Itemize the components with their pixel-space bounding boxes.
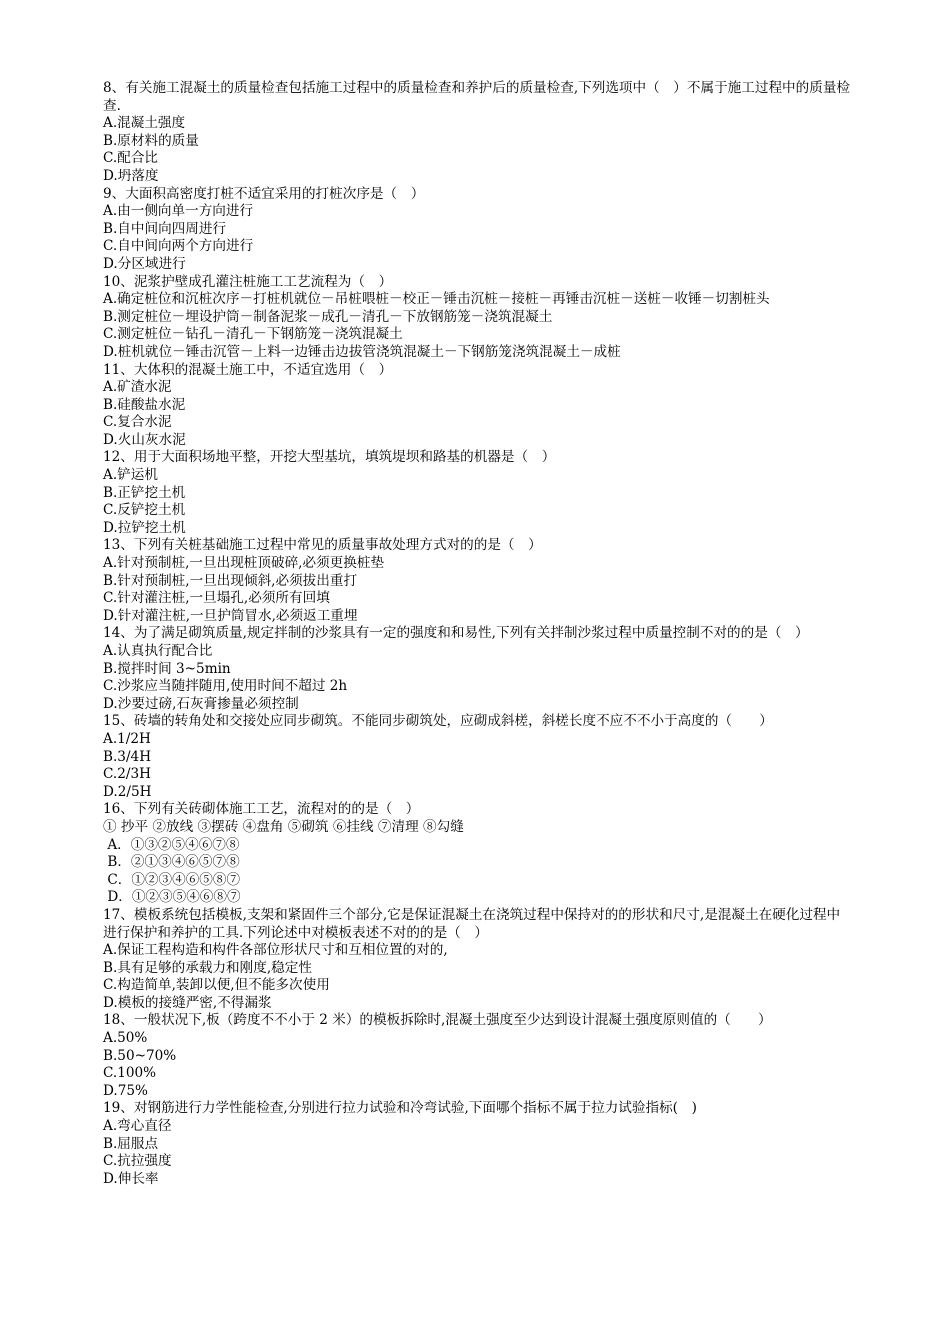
text-line: A.混凝土强度: [103, 115, 186, 132]
text-line: B.测定桩位－埋设护筒－制备泥浆－成孔－清孔－下放钢筋笼－浇筑混凝土: [103, 308, 553, 325]
text-line: C.沙浆应当随拌随用,使用时间不超过 2h: [103, 678, 348, 695]
text-line: D．①②③⑤④⑥⑧⑦: [103, 889, 241, 906]
text-line: C．①②③④⑥⑤⑧⑦: [103, 871, 241, 888]
text-line: D.分区域进行: [103, 255, 186, 272]
text-line: 16、下列有关砖砌体施工工艺，流程对的的是（ ）: [103, 801, 420, 818]
text-line: A．①③②⑤④⑥⑦⑧: [103, 836, 240, 853]
text-line: 18、一般状况下,板（跨度不不小于 2 米）的模板拆除时,混凝土强度至少达到设计混凝土强度原则值的（ ）: [103, 1012, 772, 1029]
text-line: B.具有足够的承载力和刚度,稳定性: [103, 959, 312, 976]
text-line: C.构造简单,装卸以便,但不能多次使用: [103, 977, 330, 994]
text-line: B.50~70%: [103, 1047, 177, 1064]
text-line: A.矿渣水泥: [103, 379, 172, 396]
text-line: C.配合比: [103, 150, 159, 167]
text-line: A.保证工程构造和构件各部位形状尺寸和互相位置的对的,: [103, 942, 448, 959]
text-line: B.自中间向四周进行: [103, 220, 227, 237]
text-line: 13、下列有关桩基础施工过程中常见的质量事故处理方式对的的是（ ）: [103, 537, 542, 554]
text-line: C.100%: [103, 1065, 157, 1082]
text-line: 15、砖墙的转角处和交接处应同步砌筑。不能同步砌筑处，应砌成斜槎，斜槎长度不应不不小于高度的（ ）: [103, 713, 773, 730]
text-line: A.1/2H: [103, 730, 151, 747]
text-line: C.2/3H: [103, 766, 151, 783]
text-line: C.针对灌注桩,一旦塌孔,必须所有回填: [103, 590, 330, 607]
text-line: D.拉铲挖土机: [103, 519, 186, 536]
text-line: A.针对预制桩,一旦出现桩顶破碎,必须更换桩垫: [103, 555, 385, 572]
text-line: D.75%: [103, 1082, 148, 1099]
text-line: 10、泥浆护壁成孔灌注桩施工工艺流程为（ ）: [103, 273, 393, 290]
text-line: A.确定桩位和沉桩次序－打桩机就位－吊桩喂桩－校正－锤击沉桩－接桩－再锤击沉桩－送桩－收锤－切割桩头: [103, 291, 770, 308]
text-line: D.坍落度: [103, 167, 159, 184]
text-line: B.3/4H: [103, 748, 152, 765]
text-line: 19、对钢筋进行力学性能检查,分别进行拉力试验和冷弯试验,下面哪个指标不属于拉力试验指标( ): [103, 1100, 697, 1117]
text-line: D.沙要过磅,石灰膏掺量必须控制: [103, 695, 299, 712]
text-line: C.自中间向两个方向进行: [103, 238, 254, 255]
text-line: D.伸长率: [103, 1170, 159, 1187]
text-line: A.认真执行配合比: [103, 643, 213, 659]
text-line: A.弯心直径: [103, 1118, 172, 1135]
text-line: B.硅酸盐水泥: [103, 396, 186, 413]
text-line: C.复合水泥: [103, 414, 172, 431]
text-line: 12、用于大面积场地平整，开挖大型基坑，填筑堤坝和路基的机器是（ ）: [103, 449, 556, 466]
text-line: B.屈服点: [103, 1135, 159, 1152]
text-line: A.铲运机: [103, 467, 158, 484]
document-page: [103, 80, 853, 1188]
text-line: A.由一侧向单一方向进行: [103, 203, 254, 220]
text-line: 17、模板系统包括模板,支架和紧固件三个部分,它是保证混凝土在浇筑过程中保持对的的形状和尺寸,是混凝土在硬化过程中进行保护和养护的工具.下列论述中对模板表述不对的的是（ ）: [103, 906, 841, 941]
text-line: C.测定桩位－钻孔－清孔－下钢筋笼－浇筑混凝土: [103, 326, 403, 343]
text-line: B.搅拌时间 3~5min: [103, 660, 231, 677]
text-line: C.抗拉强度: [103, 1153, 172, 1170]
text-line: D.2/5H: [103, 783, 152, 800]
text-line: 8、有关施工混凝土的质量检查包括施工过程中的质量检查和养护后的质量检查,下列选项中（ ）不属于施工过程中的质量检查.: [103, 80, 851, 114]
text-line: D.针对灌注桩,一旦护筒冒水,必须返工重埋: [103, 607, 358, 624]
text-line: ① 抄平 ②放线 ③摆砖 ④盘角 ⑤砌筑 ⑥挂线 ⑦清理 ⑧勾缝: [103, 818, 464, 835]
text-line: 9、大面积高密度打桩不适宜采用的打桩次序是（ ）: [103, 185, 425, 202]
text-line: D.桩机就位－锤击沉管－上料一边锤击边拔管浇筑混凝土－下钢筋笼浇筑混凝土－成桩: [103, 343, 621, 360]
text-line: B.原材料的质量: [103, 132, 199, 149]
text-line: 11、大体积的混凝土施工中，不适宜选用（ ）: [103, 361, 393, 378]
text-line: B.针对预制桩,一旦出现倾斜,必须拔出重打: [103, 572, 358, 589]
text-line: C.反铲挖土机: [103, 502, 186, 519]
text-line: D.火山灰水泥: [103, 431, 186, 448]
text-line: 14、为了满足砌筑质量,规定拌制的沙浆具有一定的强度和和易性,下列有关拌制沙浆过程中质量控制不对的的是（ ）: [103, 625, 809, 642]
text-line: A.50%: [103, 1030, 148, 1047]
text-line: B．②①③④⑥⑤⑦⑧: [103, 854, 240, 871]
text-line: B.正铲挖土机: [103, 484, 186, 501]
text-line: D.模板的接缝严密,不得漏浆: [103, 994, 272, 1011]
